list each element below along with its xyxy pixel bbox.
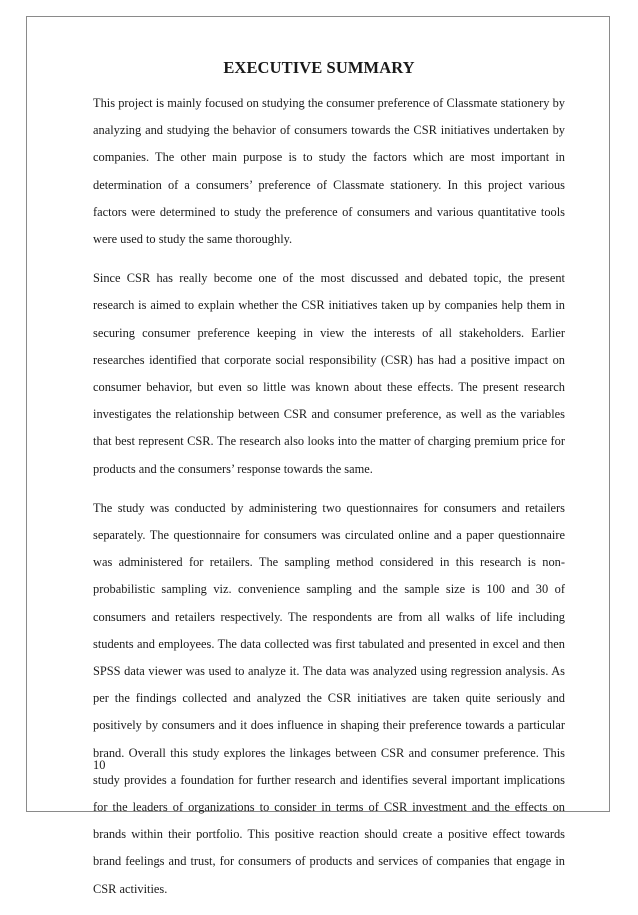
body-text xyxy=(93,90,565,915)
paragraph-methodology: The study was conducted by administering two questionnaires for consumers and retailers separately. The questionnaire for consumers was circulated online and a paper questionnaire was administered for retailers. The sampling method considered in this research is non-probabilistic sampling viz. convenience sampling and the sample size is 100 and 30 of consumers and retailers respectively. The respondents are from all walks of life including students and employees. The data collected was first tabulated and presented in excel and then SPSS data viewer was used to analyze it. The data was analyzed using regression analysis. As per the findings collected and analyzed the CSR initiatives are taken quite seriously and positively by consumers and it does influence in shaping their preference towards a particular brand. Overall this study explores the linkages between CSR and consumer preference. This study provides a foundation for further research and identifies several important implications for the leaders of organizations to consider in terms of CSR investment and the effects on brands within their portfolio. This positive reaction should create a positive effect towards brand feelings and trust, for consumers of products and services of companies that engage in CSR activities. xyxy=(93,500,565,896)
paragraph-project-focus: This project is mainly focused on studying the consumer preference of Classmate stationery by analyzing and studying the behavior of consumers towards the CSR initiatives undertaken by companies. The other main purpose is to study the factors which are most important in determination of a consumers’ preference of Classmate stationery. In this project various factors were determined to study the preference of consumers and various quantitative tools were used to study the same thoroughly. xyxy=(93,96,565,247)
page-number: 10 xyxy=(93,758,106,772)
paragraph-csr-research: Since CSR has really become one of the most discussed and debated topic, the present research is aimed to explain whether the CSR initiatives taken up by companies help them in securing consumer preference keeping in view the interests of all stakeholders. Earlier researches identified that corporate social responsibility (CSR) has had a positive impact on consumer behavior, but even so little was known about these effects. The present research investigates the relationship between CSR and consumer preference, as well as the variables that best represent CSR. The research also looks into the matter of charging premium price for products and the consumers’ response towards the same. xyxy=(93,271,565,476)
page-title: EXECUTIVE SUMMARY xyxy=(223,58,415,77)
